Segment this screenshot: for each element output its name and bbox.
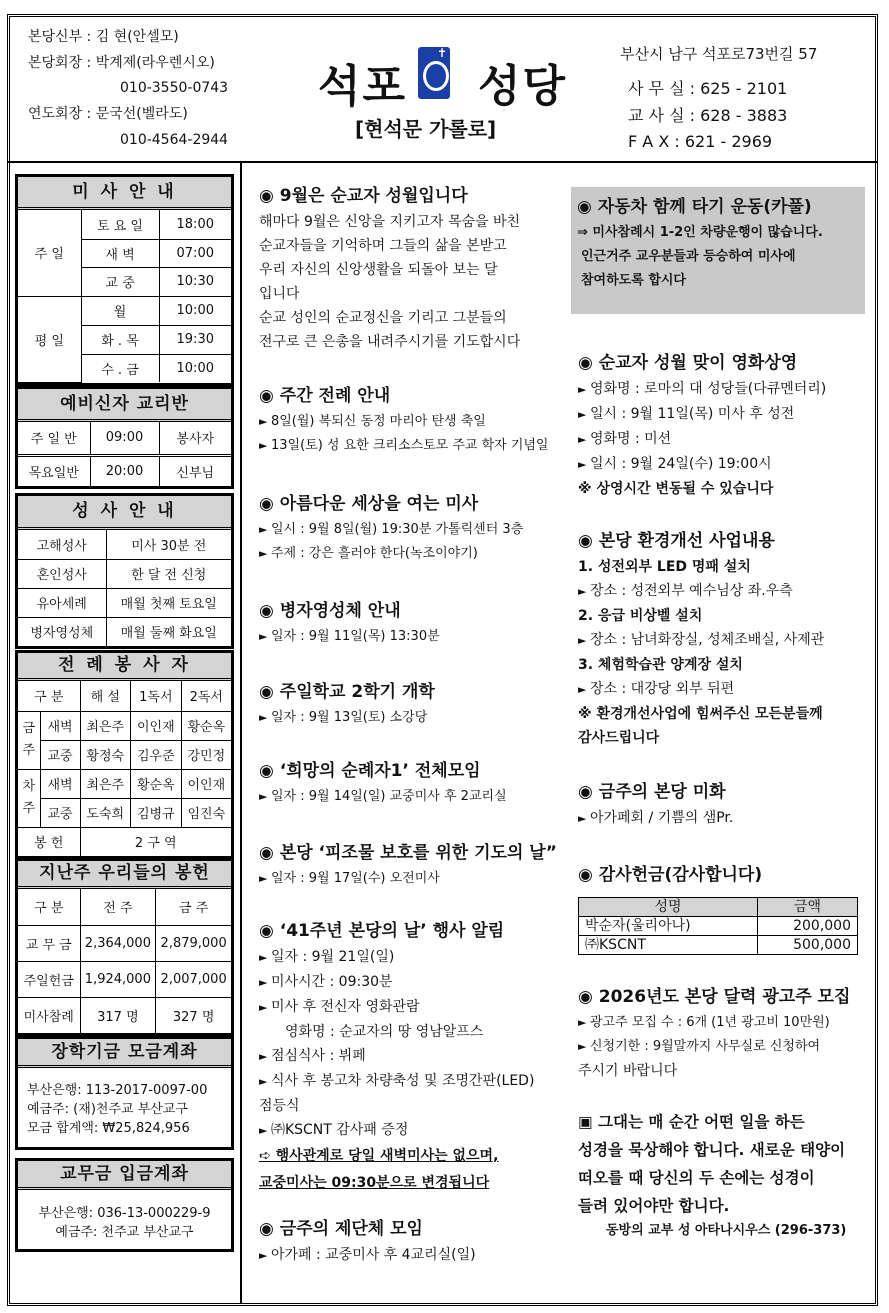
section-title: ◉ 순교자 성월 맞이 영화상영 (578, 349, 826, 377)
sacrament-rule: 미사 30분 전 (106, 530, 231, 559)
note: ※ 환경개선사업에 힘써주신 모든분들께 (578, 706, 823, 722)
scholarship-title: 장학기금 모금계좌 (18, 1039, 231, 1068)
weekly-liturgy-section (259, 382, 549, 458)
servers-head: 1독서 (131, 681, 182, 711)
section-title: ◉ 본당 환경개선 사업내용 (578, 527, 824, 555)
mass-type: 새벽 (40, 711, 80, 740)
list-item: ► 주제 : 강은 흘러야 한다(녹조이야기) (259, 542, 523, 566)
fax: F A X : 621 - 2969 (628, 132, 773, 151)
server-name: 황순옥 (131, 769, 182, 798)
body-line: 순교자들을 기억하며 그들의 삶을 본받고 (259, 238, 507, 254)
section-title: ◉ 감사헌금(감사합니다) (578, 861, 858, 889)
mass-day: 화 . 목 (81, 325, 159, 354)
sacrament-rule: 매월 둘째 화요일 (106, 617, 231, 646)
server-name: 김우준 (131, 740, 182, 769)
sacrament-rule: 매월 첫째 토요일 (106, 588, 231, 617)
office-phone: 사 무 실 : 625 - 2101 (628, 79, 788, 98)
section-title: ◉ 9월은 순교자 성월입니다 (259, 182, 539, 210)
pastor: 본당신부 : 김 현(안셀모) (28, 29, 179, 45)
martyrs-month-section (259, 182, 539, 354)
section-title: ◉ ‘41주년 본당의 날’ 행사 알림 (259, 917, 534, 945)
offering-label: 봉 헌 (18, 827, 80, 856)
class-leader: 신부님 (159, 455, 231, 486)
col-head: 성명 (579, 898, 758, 917)
offering-label: 구 분 (18, 889, 80, 925)
list-item: ► 일시 : 9월 8일(월) 19:30분 가톨릭센터 3층 (259, 518, 523, 542)
church-name-right: 성당 (478, 61, 568, 112)
this-week-label: 금주 (18, 711, 40, 769)
server-name: 최은주 (80, 769, 131, 798)
quote-source: 동방의 교부 성 아타나시우스 (296-373) (606, 1223, 847, 1238)
list-item: ► 신청기한 : 9월말까지 사무실로 신청하여 (578, 1035, 850, 1059)
mass-day: 새 벽 (81, 239, 159, 267)
creation-prayer-section (259, 839, 557, 891)
class-name: 주 일 반 (18, 422, 90, 455)
notice-line: 교중미사는 09:30분으로 변경됩니다 (259, 1175, 490, 1191)
sick-communion-section (259, 597, 440, 649)
dues-bank: 부산은행: 036-13-000229-9 (38, 1206, 211, 1221)
server-name: 이인재 (181, 769, 231, 798)
note: ※ 상영시간 변동될 수 있습니다 (578, 481, 774, 497)
body-line: ⇒ 미사참례시 1-2인 차량운행이 많습니다. (577, 225, 823, 240)
mass-title: 미 사 안 내 (18, 177, 231, 210)
item-heading: 2. 응급 비상벨 설치 (578, 608, 703, 624)
class-time: 20:00 (90, 455, 159, 486)
church-name-left: 석포 (318, 61, 408, 112)
weekday-label: 평 일 (18, 296, 81, 382)
header-divider (7, 161, 878, 163)
donor-amount: 200,000 (758, 917, 858, 936)
scripture-quote (578, 1108, 846, 1242)
offerings-title: 지난주 우리들의 봉헌 (18, 861, 231, 889)
mass-day: 월 (81, 296, 159, 325)
notice-line: ➪ 행사관계로 당일 새벽미사는 없으며, (259, 1148, 499, 1164)
sacrament-name: 혼인성사 (18, 559, 106, 588)
mass-time: 19:30 (159, 325, 231, 354)
list-item: ► 13일(토) 성 요한 크리소스토모 주교 학자 기념일 (259, 434, 549, 458)
servers-title: 전 례 봉 사 자 (18, 653, 231, 681)
liturgy-servers (15, 650, 234, 859)
body-line: 입니다 (259, 286, 300, 302)
class-name: 목요일반 (18, 455, 90, 486)
carpool-section (571, 187, 865, 314)
body-line: 순교 성인의 순교정신을 기리고 그분들의 (259, 310, 507, 326)
offering-value: 2,007,000 (156, 961, 231, 997)
scholarship-account (15, 1036, 234, 1150)
col-head: 금액 (758, 898, 858, 917)
section-title: ◉ 2026년도 본당 달력 광고주 모집 (578, 983, 850, 1011)
mass-time: 10:30 (159, 267, 231, 296)
quote-line: 떠오를 때 당신의 두 손에는 성경이 (578, 1169, 815, 1187)
server-name: 임진숙 (181, 798, 231, 827)
offering-district: 2 구 역 (80, 827, 231, 856)
mass-time: 18:00 (159, 210, 231, 239)
servers-head: 2독서 (181, 681, 231, 711)
quote-line: 성경을 묵상해야 합니다. 새로운 태양이 (578, 1141, 846, 1159)
mass-day: 교 중 (81, 267, 159, 296)
federation-phone: 010-4564-2944 (120, 132, 229, 148)
list-item: ► 일시 : 9월 24일(수) 19:00시 (578, 452, 826, 477)
offering-value: 금 주 (156, 889, 231, 925)
list-item-continued: 주시기 바랍니다 (578, 1063, 678, 1079)
flowers-section (578, 778, 733, 831)
body-line: 인근거주 교우분들과 등승하여 미사에 (581, 249, 796, 264)
offering-value: 전 주 (80, 889, 156, 925)
sacrament-title: 성 사 안 내 (18, 496, 231, 530)
offering-value: 2,364,000 (80, 925, 156, 961)
list-item: ► ㈜KSCNT 감사패 증정 (259, 1118, 534, 1143)
sacrament-name: 고해성사 (18, 530, 106, 559)
beautiful-world-mass-section (259, 490, 523, 566)
scholarship-total: 모금 합계액: ₩25,824,956 (27, 1121, 190, 1136)
groups-section (259, 1215, 476, 1268)
quote-line: 들려 있어야만 합니다. (578, 1197, 730, 1215)
list-item: ► 광고주 모집 수 : 6개 (1년 광고비 10만원) (578, 1011, 850, 1035)
offering-value: 317 명 (80, 997, 156, 1033)
server-name: 이인재 (131, 711, 182, 740)
section-title: ◉ 주간 전례 안내 (259, 382, 549, 410)
item-heading: 1. 성전외부 LED 명패 설치 (578, 559, 751, 575)
sacrament-rule: 한 달 전 신청 (106, 559, 231, 588)
section-title: ◉ 금주의 제단체 모임 (259, 1215, 476, 1243)
list-item: ► 일시 : 9월 11일(목) 미사 후 성전 (578, 402, 826, 427)
offering-label: 교 무 금 (18, 925, 80, 961)
body-line: 우리 자신의 신앙생활을 되돌아 보는 달 (259, 262, 498, 278)
list-item: ► 장소 : 성전외부 예수님상 좌.우측 (578, 579, 824, 604)
pilgrims-meeting-section (259, 757, 507, 809)
list-item: ► 영화명 : 미션 (578, 427, 826, 452)
federation: 연도회장 : 문국선(벨라도) (28, 106, 188, 122)
section-title: ◉ 병자영성체 안내 (259, 597, 440, 625)
president: 본당회장 : 박계제(라우렌시오) (28, 55, 215, 71)
section-title: ◉ 자동차 함께 타기 운동(카풀) (577, 193, 859, 221)
catechumen-title: 예비신자 교리반 (18, 389, 231, 422)
sacrament-info (15, 493, 234, 649)
offering-label: 주일헌금 (18, 961, 80, 997)
list-item: ► 식사 후 봉고차 차량축성 및 조명간판(LED) (259, 1069, 534, 1094)
president-phone: 010-3550-0743 (120, 80, 229, 96)
list-item-continued: 점등식 (259, 1098, 300, 1114)
sacrament-name: 병자영성체 (18, 617, 106, 646)
sacrament-name: 유아세례 (18, 588, 106, 617)
renovation-section (578, 527, 824, 750)
section-title: ◉ 금주의 본당 미화 (578, 778, 733, 806)
list-item: ► 8일(월) 복되신 동정 마리아 탄생 축일 (259, 410, 549, 434)
column-divider (240, 162, 242, 1304)
mass-type: 새벽 (40, 769, 80, 798)
film-name: 영화명 : 순교자의 땅 영남알프스 (285, 1024, 484, 1040)
donor-amount: 500,000 (758, 936, 858, 955)
server-name: 도숙희 (80, 798, 131, 827)
anniversary-section (259, 917, 534, 1197)
item-heading: 3. 체험학습관 양계장 설치 (578, 657, 743, 673)
film-section (578, 349, 826, 501)
church-logo-icon (418, 47, 450, 99)
list-item: ► 일자 : 9월 17일(수) 오전미사 (259, 867, 557, 891)
mass-time: 10:00 (159, 296, 231, 325)
list-item: ► 미사 후 전신자 영화관람 (259, 995, 534, 1020)
body-line: 참여하도록 합시다 (581, 273, 686, 288)
catechumen-class (15, 386, 234, 489)
offering-value: 2,879,000 (156, 925, 231, 961)
weekly-offerings (15, 858, 234, 1036)
calendar-ad-section (578, 983, 850, 1083)
offering-value: 327 명 (156, 997, 231, 1033)
list-item: ► 장소 : 남녀화장실, 성체조배실, 사제관 (578, 628, 824, 653)
class-time: 09:00 (90, 422, 159, 455)
quote-line: ▣ 그대는 매 순간 어떤 일을 하든 (578, 1113, 805, 1131)
servers-head: 구 분 (18, 681, 80, 711)
mass-type: 교중 (40, 798, 80, 827)
server-name: 황순옥 (181, 711, 231, 740)
section-title: ◉ 주일학교 2학기 개학 (259, 678, 435, 706)
list-item: ► 영화명 : 로마의 대 성당들(다큐멘터리) (578, 377, 826, 402)
list-item: ► 일자 : 9월 13일(토) 소강당 (259, 706, 435, 730)
class-leader: 봉사자 (159, 422, 231, 455)
list-item: ► 일자 : 9월 11일(목) 13:30분 (259, 625, 440, 649)
server-name: 황정숙 (80, 740, 131, 769)
mass-time: 10:00 (159, 354, 231, 382)
sunday-school-section (259, 678, 435, 730)
teacher-phone: 교 사 실 : 628 - 3883 (628, 106, 788, 125)
mass-type: 교중 (40, 740, 80, 769)
dues-title: 교무금 입금계좌 (18, 1161, 231, 1190)
list-item: ► 점심식사 : 뷔페 (259, 1044, 534, 1069)
body-line: 전구로 큰 은총을 내려주시기를 기도합시다 (259, 334, 521, 350)
address: 부산시 남구 석포로73번길 57 (620, 45, 818, 63)
server-name: 최은주 (80, 711, 131, 740)
list-item: ► 장소 : 대강당 외부 뒤편 (578, 677, 824, 702)
next-week-label: 차주 (18, 769, 40, 827)
offering-label: 미사참례 (18, 997, 80, 1033)
body-line: 해마다 9월은 신앙을 지키고자 목숨을 바친 (259, 214, 521, 230)
sunday-label: 주 일 (18, 210, 81, 296)
dues-holder: 예금주: 천주교 부산교구 (55, 1225, 194, 1240)
mass-day: 토 요 일 (81, 210, 159, 239)
donor-name: ㈜KSCNT (579, 936, 758, 955)
list-item: ► 아가페 : 교중미사 후 4교리실(일) (259, 1243, 476, 1268)
mass-time: 07:00 (159, 239, 231, 267)
list-item: ► 일자 : 9월 21일(일) (259, 945, 534, 970)
list-item: ► 미사시간 : 09:30분 (259, 970, 534, 995)
scholarship-holder: 예금주: (재)천주교 부산교구 (27, 1102, 188, 1117)
patron-subtitle: [현석문 가롤로] (355, 117, 497, 141)
thanks-offering-section (578, 861, 858, 955)
server-name: 강민정 (181, 740, 231, 769)
donor-name: 박순자(울리아나) (579, 917, 758, 936)
dues-account (15, 1158, 234, 1252)
offering-value: 1,924,000 (80, 961, 156, 997)
mass-day: 수 . 금 (81, 354, 159, 382)
list-item: ► 일자 : 9월 14일(일) 교중미사 후 2교리실 (259, 785, 507, 809)
section-title: ◉ 아름다운 세상을 여는 미사 (259, 490, 523, 518)
note: 감사드립니다 (578, 730, 660, 746)
section-title: ◉ 본당 ‘피조물 보호를 위한 기도의 날” (259, 839, 557, 867)
mass-schedule (15, 174, 234, 386)
section-title: ◉ ‘희망의 순례자1’ 전체모임 (259, 757, 507, 785)
thanks-table (578, 897, 858, 955)
list-item: ► 아가페회 / 기쁨의 샘Pr. (578, 806, 733, 831)
server-name: 김병규 (131, 798, 182, 827)
scholarship-bank: 부산은행: 113-2017-0097-00 (27, 1083, 208, 1098)
servers-head: 해 설 (80, 681, 131, 711)
